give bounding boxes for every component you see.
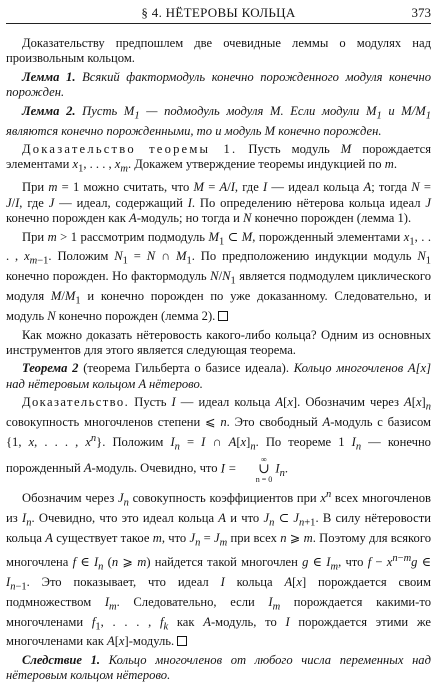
corollary-1 xyxy=(6,653,431,684)
page-body xyxy=(6,36,431,684)
union-upper-limit: ∞ xyxy=(261,454,267,464)
qed-box-2 xyxy=(177,636,187,646)
coefficients-paragraph-text: Обозначим через $J_n$ совокупность коэффициентов при $x^n$ всех многочленов из $I_n$. Очевидно, что это идеал кольца A и что $J_n$ ⊂ $J_{n+1}$. В силу нётеровости кольца A существует такое m, что $J_n = J_m$ при всех n ⩾ m. Поэтому для всякого многочлена f ∈ $I_n$ (n ⩾ m) найдется такой многочлен g ∈ $I_m$, что $f - x^{n-m}g$ ∈ $I_{n-1}$. Это показывает, что идеал I кольца A[x] порождается своим подмножеством $I_m$. Следовательно, если $I_m$ порождается какими-то многочленами $f_1$, . . . , $f_k$ как A-модуль, то I порождается этими же многочленами как A[x]-модуль. xyxy=(6,488,432,649)
theorem-2-label: Теорема 2 xyxy=(22,361,79,376)
coefficients-paragraph xyxy=(6,487,431,650)
union-formula-rhs: I xyxy=(275,461,280,476)
union-formula-end: . xyxy=(284,461,288,476)
case-m-equals-1: При m = 1 можно считать, что M = A/I, где I — идеал кольца A; тогда N = J/I, где J — идеал, содержащий I. По определению нётерова кольца идеал J конечно порожден как A-модуль; но тогда и N конечно порожден (лемма 1). xyxy=(6,180,431,226)
case-m-greater-1 xyxy=(6,230,431,325)
theorem-2 xyxy=(6,361,431,392)
proof-theorem-2 xyxy=(6,395,431,483)
lemma-1-text: Всякий фактормодуль конечно порожденного модуля конечно порожден. xyxy=(6,69,431,100)
union-symbol: ∪ xyxy=(258,461,270,477)
union-lower-limit: n = 0 xyxy=(255,474,273,484)
header-rule xyxy=(6,23,431,24)
intro-paragraph: Доказательству предпошлем две очевидные леммы о модулях над произвольным кольцом. xyxy=(6,36,431,66)
proof-theorem-1-text: Пусть модуль M порождается элементами $x_1$, . . . , $x_m$. Докажем утверждение теоремы индукцией по m. xyxy=(6,141,432,175)
page-number: 373 xyxy=(411,5,431,20)
proof-theorem-1 xyxy=(6,142,431,177)
lemma-1-label: Лемма 1. xyxy=(22,69,76,84)
question-paragraph: Как можно доказать нётеровость какого-либо кольца? Одним из основных инструментов для этого является следующая теорема. xyxy=(6,327,431,357)
section-title: § 4. НЁТЕРОВЫ КОЛЬЦА xyxy=(141,5,296,20)
lemma-2-text: Пусть $M_1$ — подмодуль модуля M. Если модули $M_1$ и $M/M_1$ являются конечно порожденными, то и модуль M конечно порожден. xyxy=(6,103,432,138)
theorem-2-text: Кольцо многочленов A[x] над нётеровым кольцом A нётерово. xyxy=(6,361,432,391)
union-formula xyxy=(240,455,273,484)
corollary-1-text: Кольцо многочленов от любого числа переменных над нётеровым кольцом нётерово. xyxy=(6,652,431,683)
qed-box xyxy=(218,311,228,321)
corollary-1-label: Следствие 1. xyxy=(22,652,101,667)
case-m-greater-1-text: При m > 1 рассмотрим подмодуль $M_1$ ⊂ M, порожденный элементами $x_1$, . . . , $x_{m-1}$. Положим $N_1 = N$ ∩ $M_1$. По предположению индукции модуль $N_1$ конечно порожден. Но фактормодуль $N/N_1$ является подмодулем циклического модуля $M/M_1$ и конечно порожден по уже доказанному. Следовательно, и модуль N конечно порожден (лемма 2). xyxy=(6,229,432,324)
union-formula-rhs-index: n xyxy=(279,467,285,479)
lemma-1 xyxy=(6,70,431,101)
union-formula-lhs: I = xyxy=(220,461,237,476)
lemma-2 xyxy=(6,104,431,139)
proof-theorem-1-label: Доказательство теоремы 1. xyxy=(22,141,238,156)
proof-theorem-2-text: Пусть I — идеал кольца A[x]. Обозначим через $A[x]_n$ совокупность многочленов степени ⩽ n. Это свободный A-модуль с базисом {1, x, . . . , $x^n$}. Положим $I_n = I$ ∩ $A[x]_n$. По теореме 1 $I_n$ — конечно порожденный A-модуль. Очевидно, что xyxy=(6,395,431,476)
proof-theorem-2-label: Доказательство. xyxy=(22,395,130,410)
running-header xyxy=(6,2,431,24)
theorem-2-name: (теорема Гильберта о базисе идеала). xyxy=(83,361,289,376)
lemma-2-label: Лемма 2. xyxy=(22,103,76,118)
